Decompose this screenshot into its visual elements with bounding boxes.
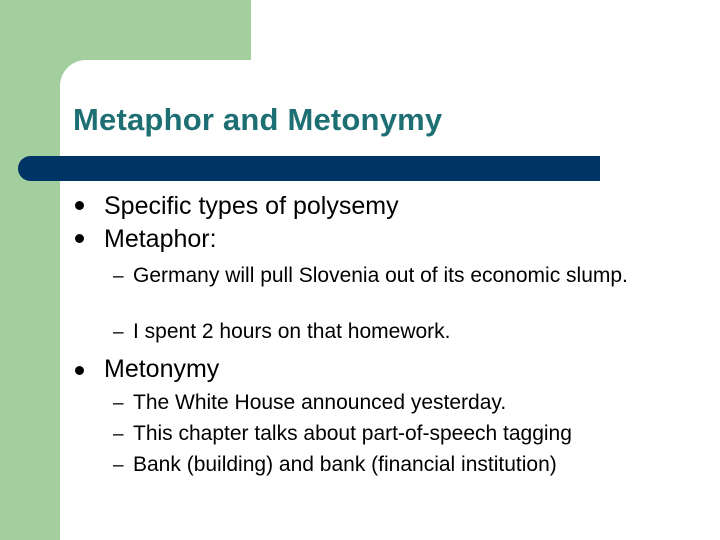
metaphor-example-2: I spent 2 hours on that homework.	[133, 320, 451, 343]
title-underline-bar	[18, 156, 600, 181]
dash-marker: –	[113, 266, 124, 287]
slide-title: Metaphor and Metonymy	[73, 102, 443, 137]
metonymy-example-2: This chapter talks about part-of-speech tagging	[133, 422, 572, 445]
bullet-dot-1	[75, 201, 84, 210]
metonymy-example-1: The White House announced yesterday.	[133, 391, 507, 414]
dash-marker: –	[113, 393, 124, 414]
bullet-dot-2	[75, 234, 84, 243]
left-green-strip	[0, 0, 60, 540]
bullet-metaphor: Metaphor:	[104, 225, 217, 253]
bullet-metonymy: Metonymy	[104, 355, 220, 383]
bullet-dot-3	[75, 366, 84, 375]
dash-marker: –	[113, 424, 124, 445]
dash-marker: –	[113, 455, 124, 476]
bullet-specific-types: Specific types of polysemy	[104, 192, 399, 220]
dash-marker: –	[113, 322, 124, 343]
metonymy-example-3: Bank (building) and bank (financial institution)	[133, 453, 557, 476]
metaphor-example-1: Germany will pull Slovenia out of its economic slump.	[133, 264, 628, 287]
